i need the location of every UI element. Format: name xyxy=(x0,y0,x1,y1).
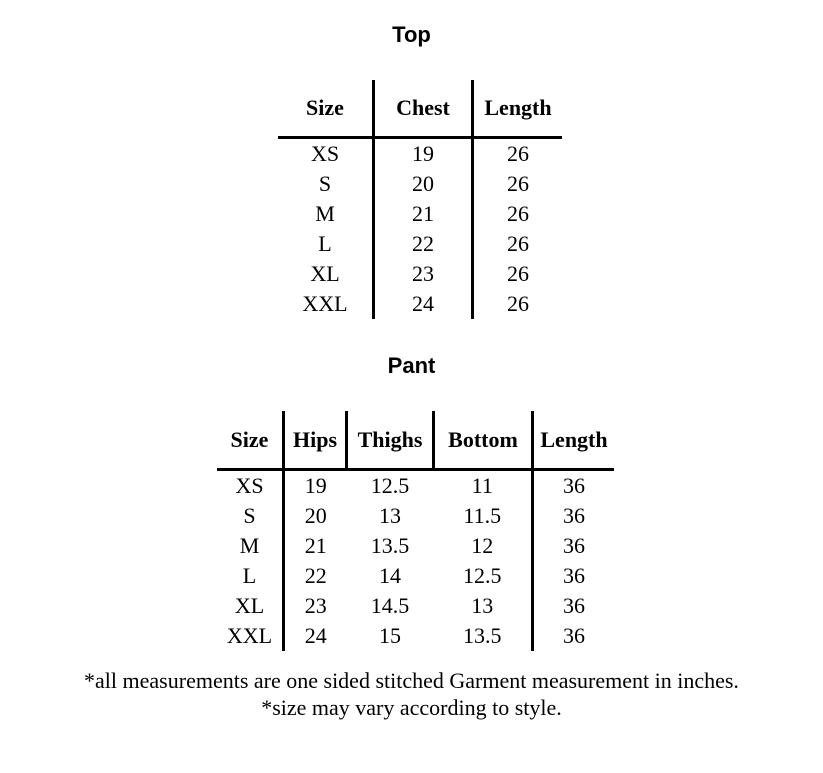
pant-section-title: Pant xyxy=(387,353,436,378)
top-cell-chest: 19 xyxy=(374,138,473,170)
pant-header-length: Length xyxy=(533,411,615,470)
top-cell-length: 26 xyxy=(507,231,529,256)
pant-cell-thighs: 13 xyxy=(379,503,401,528)
top-cell-length: 26 xyxy=(507,141,529,166)
pant-cell-bottom: 12 xyxy=(434,531,533,561)
pant-header-bottom: Bottom xyxy=(434,411,533,470)
top-cell-chest: 24 xyxy=(374,289,473,319)
top-section-title: Top xyxy=(392,22,431,47)
pant-cell-thighs: 13.5 xyxy=(370,533,410,558)
pant-cell-hips: 23 xyxy=(304,593,327,618)
pant-cell-hips: 20 xyxy=(304,503,327,528)
table-row xyxy=(217,591,614,621)
top-size-table xyxy=(278,80,562,319)
table-row xyxy=(217,531,614,561)
pant-cell-size: XXL xyxy=(217,621,284,651)
pant-cell-hips: 22 xyxy=(304,563,327,588)
pant-cell-thighs: 14 xyxy=(379,563,401,588)
top-cell-size: XL xyxy=(278,259,374,289)
table-row xyxy=(217,470,614,502)
top-header-row xyxy=(278,80,562,138)
top-cell-length: 26 xyxy=(507,171,529,196)
pant-cell-bottom: 13 xyxy=(434,591,533,621)
pant-header-row xyxy=(217,411,614,470)
pant-cell-length: 36 xyxy=(563,503,585,528)
pant-size-table xyxy=(217,411,614,651)
pant-cell-bottom: 11 xyxy=(434,470,533,502)
top-cell-size: S xyxy=(278,169,374,199)
top-cell-chest: 23 xyxy=(374,259,473,289)
pant-cell-hips: 19 xyxy=(304,473,327,498)
top-cell-chest: 20 xyxy=(374,169,473,199)
top-cell-length: 26 xyxy=(507,261,529,286)
pant-cell-size: M xyxy=(217,531,284,561)
table-row xyxy=(278,169,562,199)
table-row xyxy=(217,621,614,651)
pant-cell-thighs: 14.5 xyxy=(370,593,410,618)
pant-cell-length: 36 xyxy=(563,533,585,558)
pant-cell-length: 36 xyxy=(563,473,585,498)
table-row xyxy=(278,289,562,319)
table-row xyxy=(278,229,562,259)
top-cell-length: 26 xyxy=(507,291,529,316)
measurement-note-style: *size may vary according to style. xyxy=(261,695,562,720)
top-cell-size: XXL xyxy=(278,289,374,319)
pant-cell-thighs: 12.5 xyxy=(370,473,410,498)
pant-cell-bottom: 11.5 xyxy=(434,501,533,531)
pant-cell-length: 36 xyxy=(563,563,585,588)
pant-cell-bottom: 12.5 xyxy=(434,561,533,591)
pant-cell-size: S xyxy=(217,501,284,531)
pant-cell-bottom: 13.5 xyxy=(434,621,533,651)
top-header-size: Size xyxy=(278,80,374,138)
top-cell-chest: 22 xyxy=(374,229,473,259)
pant-cell-size: XL xyxy=(217,591,284,621)
pant-cell-size: XS xyxy=(217,470,284,502)
measurement-note-inches: *all measurements are one sided stitched Garment measurement in inches. xyxy=(84,668,739,693)
pant-cell-hips: 24 xyxy=(304,623,327,648)
table-row xyxy=(217,501,614,531)
pant-cell-thighs: 15 xyxy=(379,623,401,648)
pant-cell-length: 36 xyxy=(563,623,585,648)
top-cell-length: 26 xyxy=(507,201,529,226)
pant-cell-size: L xyxy=(217,561,284,591)
top-cell-size: M xyxy=(278,199,374,229)
top-header-chest: Chest xyxy=(374,80,473,138)
top-cell-chest: 21 xyxy=(374,199,473,229)
measurement-notes xyxy=(0,667,823,721)
pant-cell-length: 36 xyxy=(563,593,585,618)
top-cell-size: XS xyxy=(278,138,374,170)
pant-header-size: Size xyxy=(217,411,284,470)
pant-header-thighs: Thighs xyxy=(347,411,434,470)
top-header-length: Length xyxy=(473,80,563,138)
pant-cell-hips: 21 xyxy=(304,533,327,558)
pant-header-hips: Hips xyxy=(284,411,347,470)
table-row xyxy=(278,138,562,170)
top-cell-size: L xyxy=(278,229,374,259)
table-row xyxy=(217,561,614,591)
table-row xyxy=(278,199,562,229)
table-row xyxy=(278,259,562,289)
